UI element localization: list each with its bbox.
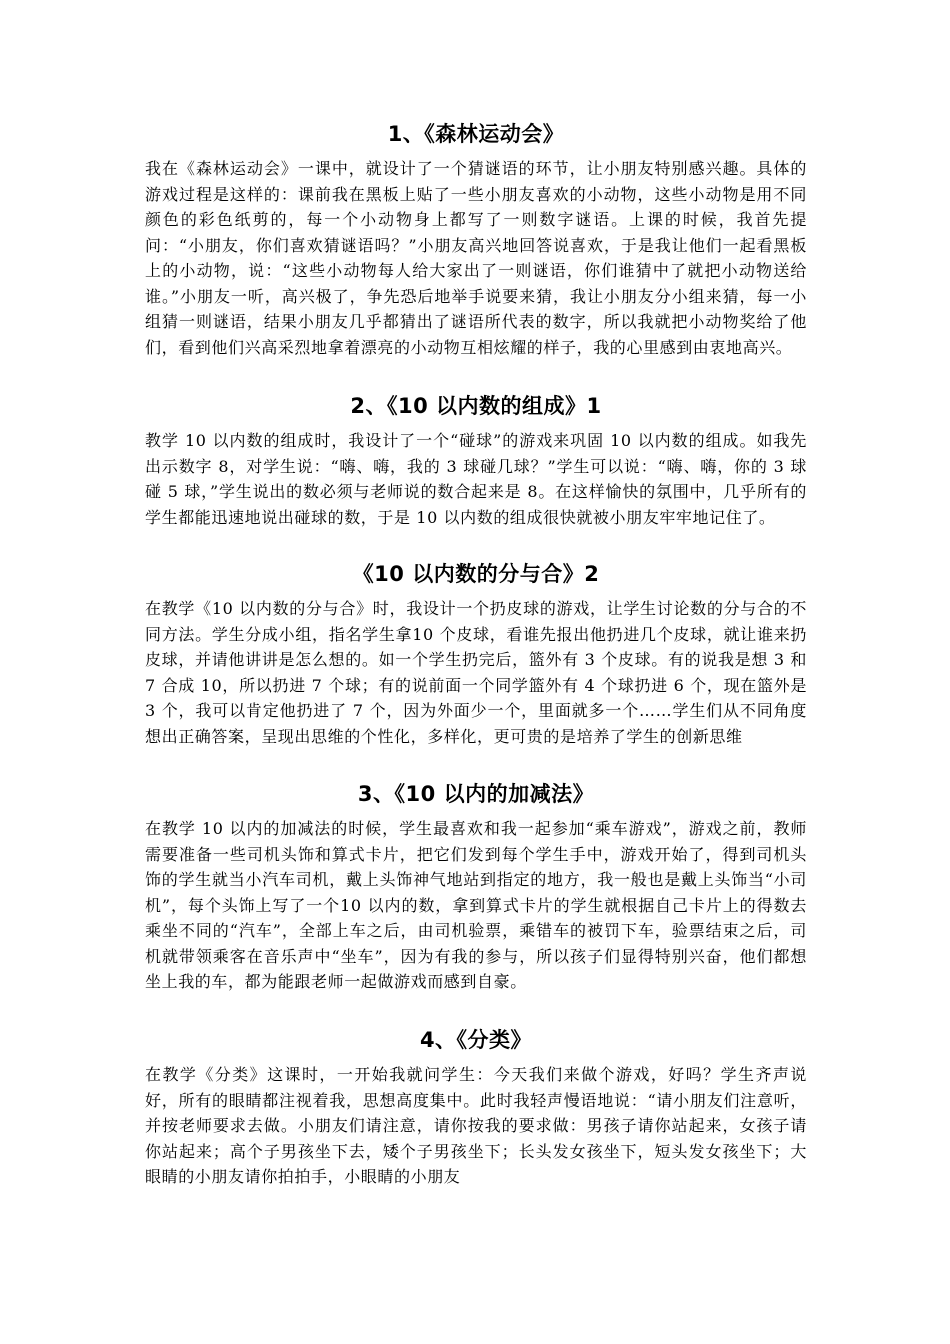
section-title-1: 1、《森林运动会》: [387, 122, 565, 146]
section-title-2: 2、《10 以内数的组成》1: [350, 394, 602, 418]
section-body-5: 在教学《分类》这课时，一开始我就问学生：今天我们来做个游戏，好吗？学生齐声说好，所有的眼睛都注视着我，思想高度集中。此时我轻声慢语地说：“请小朋友们注意听，并按老师要求去做。小朋友们请注意，请你按我的要求做：男孩子请你站起来，女孩子请你站起来；高个子男孩坐下去，矮个子男孩坐下；长头发女孩坐下，短头发女孩坐下；大眼睛的小朋友请你拍拍手，小眼睛的小朋友: [145, 1065, 807, 1186]
section-title-5: 4、《分类》: [419, 1028, 533, 1052]
section-body-4: 在教学 10 以内的加减法的时候，学生最喜欢和我一起参加“乘车游戏”，游戏之前，教师需要准备一些司机头饰和算式卡片，把它们发到每个学生手中，游戏开始了，得到司机头饰的学生就当小汽车司机，戴上头饰神气地站到指定的地方，我一般也是戴上头饰当“小司机”，每个头饰上写了一个10 以内的数，拿到算式卡片的学生就根据自己卡片上的得数去乘坐不同的“汽车”，全部上车之后，由司机验票，乘错车的被罚下车，验票结束之后，司机就带领乘客在音乐声中“坐车”，因为有我的参与，所以孩子们显得特别兴奋，他们都想坐上我的车，都为能跟老师一起做游戏而感到自豪。: [145, 819, 807, 991]
section-body-3: 在教学《10 以内数的分与合》时，我设计一个扔皮球的游戏，让学生讨论数的分与合的不同方法。学生分成小组，指名学生拿10 个皮球，看谁先报出他扔进几个皮球，就让谁来扔皮球，并请他讲讲是怎么想的。如一个学生扔完后，篮外有 3 个皮球。有的说我是想 3 和 7 合成 10，所以扔进 7 个球；有的说前面一个同学篮外有 4 个球扔进 6 个，现在篮外是 3 个，我可以肯定他扔进了 7 个，因为外面少一个，里面就多一个……学生们从不同角度想出正确答案，呈现出思维的个性化，多样化，更可贵的是培养了学生的创新思维: [145, 599, 807, 746]
document-page: [145, 118, 807, 1190]
section-body-2: 教学 10 以内数的组成时，我设计了一个“碰球”的游戏来巩固 10 以内数的组成。如我先出示数字 8，对学生说：“嗨、嗨，我的 3 球碰几球？”学生可以说：“嗨、嗨，你的 3 球碰 5 球，”学生说出的数必须与老师说的数合起来是 8。在这样愉快的氛围中，几乎所有的学生都能迅速地说出碰球的数，于是 10 以内数的组成很快就被小朋友牢牢地记住了。: [145, 431, 807, 527]
section-body-1: 我在《森林运动会》一课中，就设计了一个猜谜语的环节，让小朋友特别感兴趣。具体的游戏过程是这样的：课前我在黑板上贴了一些小朋友喜欢的小动物，这些小动物是用不同颜色的彩色纸剪的，每一个小动物身上都写了一则数字谜语。上课的时候，我首先提问：“小朋友，你们喜欢猜谜语吗？”小朋友高兴地回答说喜欢，于是我让他们一起看黑板上的小动物，说：“这些小动物每人给大家出了一则谜语，你们谁猜中了就把小动物送给谁。”小朋友一听，高兴极了，争先恐后地举手说要来猜，我让小朋友分小组来猜，每一小组猜一则谜语，结果小朋友几乎都猜出了谜语所代表的数字，所以我就把小动物奖给了他们，看到他们兴高采烈地拿着漂亮的小动物互相炫耀的样子，我的心里感到由衷地高兴。: [145, 159, 807, 357]
section-title-3: 《10 以内数的分与合》2: [352, 562, 600, 586]
section-title-4: 3、《10 以内的加减法》: [357, 782, 595, 806]
